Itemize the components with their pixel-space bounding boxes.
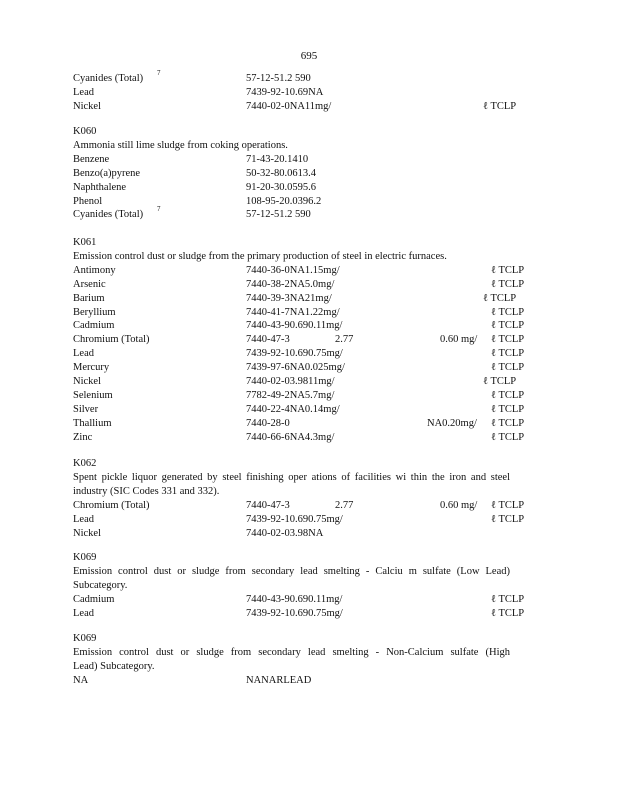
constituent-row bbox=[0, 308, 618, 322]
waste-description-line bbox=[0, 648, 618, 662]
tclp-label: ℓ TCLP bbox=[491, 306, 525, 318]
constituent-name: Zinc bbox=[73, 431, 93, 443]
cas-and-standards: 7440-02-03.98NA bbox=[246, 527, 324, 539]
constituent-name: Chromium (Total) bbox=[73, 499, 150, 511]
description-text: industry (SIC Codes 331 and 332). bbox=[73, 485, 220, 497]
description-text: Emission control dust or sludge from secondary lead smelting - Calciu m sulfate (Low Lead) bbox=[73, 565, 510, 577]
cas-and-standards: 7440-47-3 bbox=[246, 499, 290, 511]
waste-code-heading bbox=[0, 634, 618, 648]
constituent-row bbox=[0, 88, 618, 102]
tclp-label: ℓ TCLP bbox=[483, 292, 517, 304]
footnote-marker: 7 bbox=[157, 205, 161, 214]
waste-code-heading bbox=[0, 238, 618, 252]
constituent-name: Nickel bbox=[73, 376, 101, 387]
constituent-name: Barium bbox=[73, 292, 105, 304]
constituent-name: Cadmium bbox=[73, 593, 115, 605]
description-text: Emission control dust or sludge from secondary lead smelting - Non-Calcium sulfate (High bbox=[73, 646, 510, 658]
description-text: Subcategory. bbox=[73, 579, 128, 591]
description-text: Spent pickle liquor generated by steel finishing oper ations of facilities wi thin the iron and steel bbox=[73, 471, 510, 483]
constituent-name: Lead bbox=[73, 86, 94, 98]
waste-description-line bbox=[0, 487, 618, 501]
cas-and-standards: 7439-92-10.690.75mg/ bbox=[246, 513, 343, 525]
constituent-row bbox=[0, 169, 618, 183]
constituent-row bbox=[0, 349, 618, 363]
waste-description-line bbox=[0, 662, 618, 676]
cas-and-standards: 7440-02-03.9811mg/ bbox=[246, 376, 335, 387]
nonwastewater-standard: 0.60 mg/ bbox=[440, 499, 478, 511]
constituent-name: Thallium bbox=[73, 417, 112, 429]
cas-and-standards: 7782-49-2NA5.7mg/ bbox=[246, 389, 335, 401]
constituent-name: Lead bbox=[73, 513, 94, 525]
constituent-row bbox=[0, 405, 618, 419]
constituent-name: Chromium (Total) bbox=[73, 334, 150, 346]
waste-code: K061 bbox=[73, 237, 97, 248]
waste-description-line bbox=[0, 141, 618, 155]
tclp-label: ℓ TCLP bbox=[491, 431, 525, 443]
tclp-label: ℓ TCLP bbox=[491, 513, 525, 525]
cas-and-standards: 7439-97-6NA0.025mg/ bbox=[246, 362, 345, 374]
waste-code: K069 bbox=[73, 552, 97, 563]
constituent-name: Nickel bbox=[73, 100, 101, 112]
constituent-row bbox=[0, 609, 618, 623]
cas-and-standards: 7440-22-4NA0.14mg/ bbox=[246, 403, 340, 415]
nonwastewater-standard: NA0.20mg/ bbox=[427, 417, 477, 429]
cas-and-standards: 7439-92-10.69NA bbox=[246, 86, 324, 98]
cas-and-standards: 7440-43-90.690.11mg/ bbox=[246, 320, 343, 332]
cas-and-standards: 7440-28-0 bbox=[246, 417, 290, 429]
cas-and-standards: 7440-43-90.690.11mg/ bbox=[246, 593, 343, 605]
cas-and-standards: 7440-36-0NA1.15mg/ bbox=[246, 264, 340, 276]
constituent-row bbox=[0, 377, 618, 391]
constituent-row bbox=[0, 363, 618, 377]
cas-and-standards: 91-20-30.0595.6 bbox=[246, 181, 316, 193]
page-number: 695 bbox=[300, 50, 318, 62]
tclp-label: ℓ TCLP bbox=[491, 278, 525, 290]
constituent-name: Lead bbox=[73, 348, 94, 360]
constituent-name: Nickel bbox=[73, 527, 101, 539]
constituent-name: Lead bbox=[73, 607, 94, 619]
cas-and-standards: 108-95-20.0396.2 bbox=[246, 195, 322, 207]
tclp-label: ℓ TCLP bbox=[491, 348, 525, 360]
waste-code-heading bbox=[0, 459, 618, 473]
constituent-row bbox=[0, 183, 618, 197]
constituent-row bbox=[0, 529, 618, 543]
cas-and-standards: 57-12-51.2 590 bbox=[246, 209, 311, 221]
tclp-label: ℓ TCLP bbox=[491, 403, 525, 415]
tclp-label: ℓ TCLP bbox=[483, 100, 517, 112]
tclp-label: ℓ TCLP bbox=[491, 593, 525, 605]
waste-code-heading bbox=[0, 127, 618, 141]
constituent-row bbox=[0, 294, 618, 308]
constituent-name: Cyanides (Total) bbox=[73, 209, 144, 221]
constituent-row bbox=[0, 419, 618, 433]
constituent-row bbox=[0, 69, 618, 88]
waste-code: K069 bbox=[73, 633, 97, 644]
cas-and-standards: 50-32-80.0613.4 bbox=[246, 167, 316, 179]
tclp-label: ℓ TCLP bbox=[491, 607, 525, 619]
constituent-name: Benzo(a)pyrene bbox=[73, 167, 141, 179]
cas-and-standards: 7440-38-2NA5.0mg/ bbox=[246, 278, 335, 290]
constituent-name: Selenium bbox=[73, 389, 113, 401]
constituent-row bbox=[0, 321, 618, 335]
cas-and-standards: 57-12-51.2 590 bbox=[246, 73, 311, 84]
cas-and-standards: NANARLEAD bbox=[246, 674, 312, 686]
cas-and-standards: 7440-47-3 bbox=[246, 334, 290, 346]
constituent-row bbox=[0, 205, 618, 224]
cas-and-standards: 7440-66-6NA4.3mg/ bbox=[246, 431, 335, 443]
constituent-name: NA bbox=[73, 674, 89, 686]
cas-and-standards: 7440-39-3NA21mg/ bbox=[246, 292, 332, 304]
tclp-label: ℓ TCLP bbox=[483, 376, 517, 387]
waste-description-line bbox=[0, 252, 618, 266]
cas-and-standards: 7439-92-10.690.75mg/ bbox=[246, 607, 343, 619]
constituent-row bbox=[0, 280, 618, 294]
constituent-name: Cadmium bbox=[73, 320, 115, 332]
constituent-row bbox=[0, 433, 618, 447]
constituent-row bbox=[0, 676, 618, 690]
waste-code-heading bbox=[0, 553, 618, 567]
constituent-name: Antimony bbox=[73, 264, 116, 276]
waste-description-line bbox=[0, 567, 618, 581]
tclp-label: ℓ TCLP bbox=[491, 320, 525, 332]
constituent-row bbox=[0, 195, 618, 214]
description-text: Emission control dust or sludge from the primary production of steel in electric furnaces. bbox=[73, 250, 447, 262]
description-text: Lead) Subcategory. bbox=[73, 660, 155, 672]
constituent-name: Arsenic bbox=[73, 278, 106, 290]
cas-and-standards: 71-43-20.1410 bbox=[246, 153, 309, 165]
constituent-name: Beryllium bbox=[73, 306, 116, 318]
wastewater-standard: 2.77 bbox=[335, 334, 354, 346]
constituent-name: Naphthalene bbox=[73, 181, 127, 193]
waste-description-line bbox=[0, 473, 618, 487]
tclp-label: ℓ TCLP bbox=[491, 389, 525, 401]
constituent-row bbox=[0, 595, 618, 609]
constituent-row bbox=[0, 266, 618, 280]
constituent-name: Mercury bbox=[73, 362, 110, 374]
constituent-row bbox=[0, 391, 618, 405]
constituent-name: Silver bbox=[73, 403, 99, 415]
waste-code: K062 bbox=[73, 458, 97, 469]
constituent-name: Cyanides (Total) bbox=[73, 73, 144, 84]
description-text: Ammonia still lime sludge from coking operations. bbox=[73, 139, 288, 151]
tclp-label: ℓ TCLP bbox=[491, 334, 525, 346]
tclp-label: ℓ TCLP bbox=[491, 417, 525, 429]
tclp-label: ℓ TCLP bbox=[491, 499, 525, 511]
constituent-name: Benzene bbox=[73, 153, 110, 165]
nonwastewater-standard: 0.60 mg/ bbox=[440, 334, 478, 346]
constituent-name: Phenol bbox=[73, 195, 103, 207]
tclp-label: ℓ TCLP bbox=[491, 362, 525, 374]
waste-description-line bbox=[0, 581, 618, 595]
cas-and-standards: 7440-41-7NA1.22mg/ bbox=[246, 306, 340, 318]
cas-and-standards: 7440-02-0NA11mg/ bbox=[246, 100, 332, 112]
constituent-row bbox=[0, 155, 618, 169]
cas-and-standards: 7439-92-10.690.75mg/ bbox=[246, 348, 343, 360]
footnote-marker: 7 bbox=[157, 69, 161, 77]
constituent-row bbox=[0, 335, 618, 349]
constituent-row bbox=[0, 501, 618, 515]
waste-code: K060 bbox=[73, 126, 97, 137]
wastewater-standard: 2.77 bbox=[335, 499, 354, 511]
constituent-row bbox=[0, 102, 618, 116]
tclp-label: ℓ TCLP bbox=[491, 264, 525, 276]
constituent-row bbox=[0, 515, 618, 529]
